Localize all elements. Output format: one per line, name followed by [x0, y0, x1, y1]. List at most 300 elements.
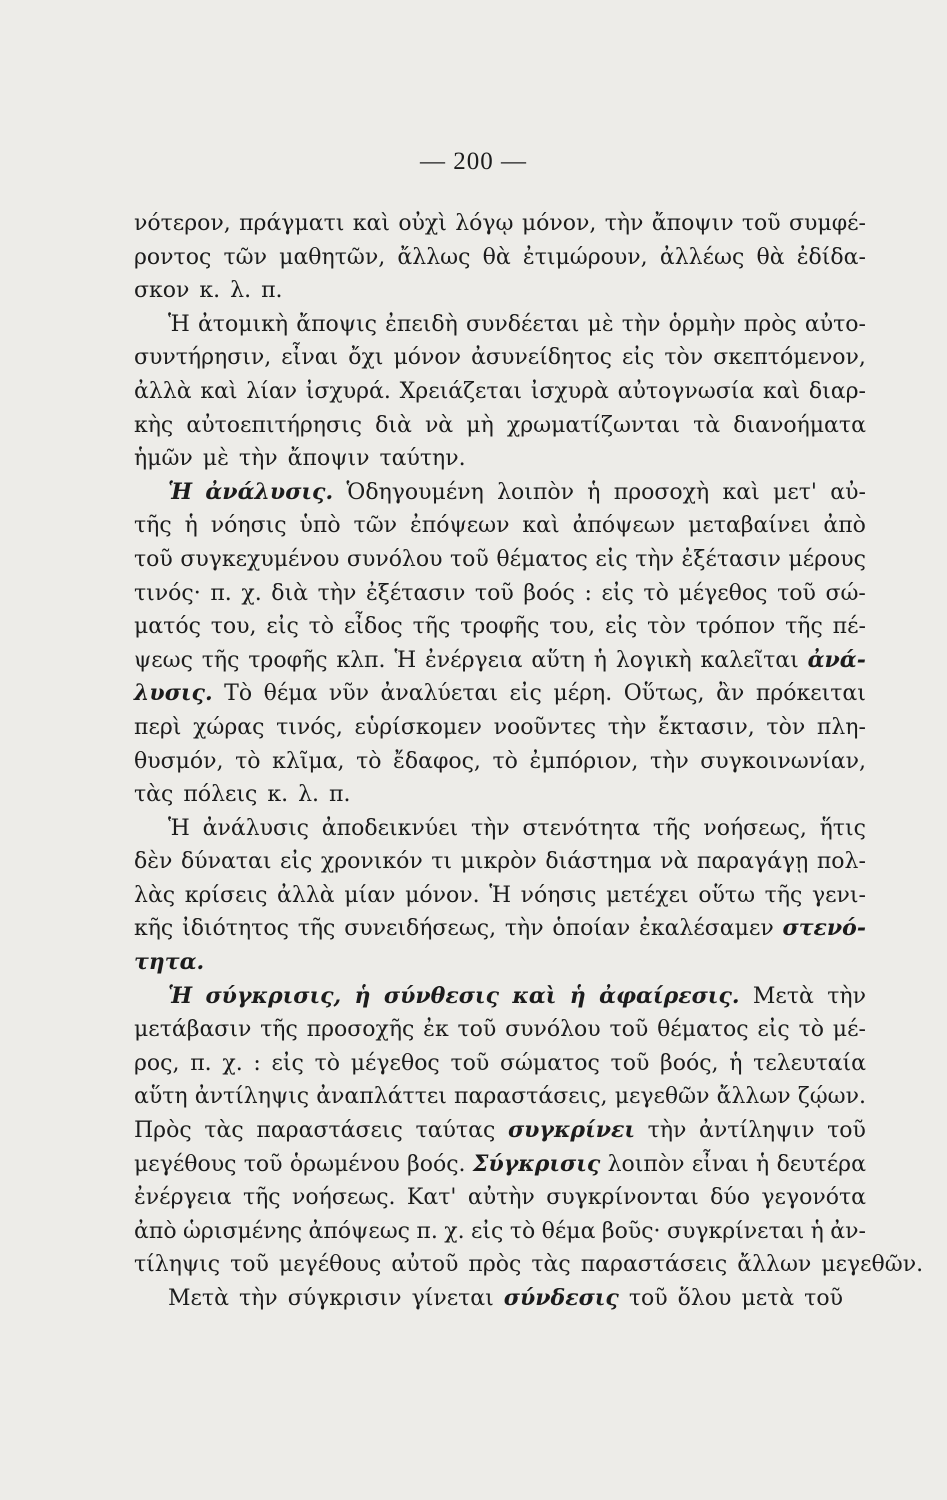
- word: ὁποίαν: [552, 916, 631, 942]
- word: κλῖμα,: [272, 748, 345, 774]
- text-line: [134, 375, 866, 409]
- word: ἐξέτασιν: [365, 580, 466, 606]
- word: τὴν: [635, 546, 674, 572]
- text-line: [134, 409, 866, 443]
- word: κῆς: [134, 916, 174, 942]
- word: Ἡ: [168, 311, 190, 337]
- word: μέγεθος: [350, 1050, 440, 1076]
- word: ροντος: [134, 244, 212, 270]
- word: ἀποδεικνύει: [321, 815, 459, 841]
- word: αὐτο-: [804, 311, 866, 337]
- word: ματός: [134, 614, 201, 640]
- word: νοήσεως,: [703, 815, 807, 841]
- word: Κατ': [406, 1185, 457, 1211]
- word: ἀσυνείδητος: [471, 345, 612, 371]
- word: εἰς: [471, 1218, 504, 1244]
- text-line: [134, 812, 866, 846]
- word: τίληψις: [134, 1252, 221, 1278]
- word: συνόλου: [346, 546, 443, 572]
- word: σώματος: [499, 1050, 600, 1076]
- word: μετέχει: [606, 882, 689, 908]
- word: ἐξέτασιν: [681, 546, 781, 572]
- word: μόνον,: [521, 211, 597, 236]
- text-line: [134, 308, 866, 342]
- word: τοῦ: [628, 1286, 668, 1311]
- word: τοῦ: [609, 1017, 649, 1043]
- word: ἄλλων: [737, 1252, 812, 1278]
- word: τῆς: [242, 1185, 281, 1211]
- word: εἰς: [271, 1050, 304, 1076]
- word: πράγματι: [239, 211, 345, 236]
- word: εἶναι: [281, 345, 339, 371]
- word: παραστάσεις,: [454, 1084, 608, 1110]
- word: ἐνέργεια: [134, 1185, 232, 1211]
- word: θυσμόν,: [134, 748, 224, 774]
- word: :: [253, 1050, 261, 1076]
- word: καὶ: [522, 513, 560, 539]
- word: τινός,: [276, 714, 343, 740]
- word: κλπ.: [336, 647, 386, 673]
- word: διαρ-: [808, 378, 866, 404]
- text-line: [134, 442, 866, 476]
- word: μέ-: [832, 1017, 866, 1043]
- word: νοοῦντες: [493, 714, 597, 740]
- word: εἶναι: [691, 1151, 749, 1177]
- word: ἄποψις: [296, 311, 377, 337]
- word: συνδέεται: [465, 311, 580, 337]
- word: τὴν: [238, 446, 278, 472]
- word: χρονικόν: [320, 849, 423, 875]
- word: ἀναπλάττει: [316, 1084, 447, 1110]
- text-line: [134, 610, 866, 644]
- text-line: [134, 476, 866, 510]
- word: πέ-: [832, 614, 866, 640]
- text-line: [134, 1282, 866, 1316]
- word: δὲν: [134, 849, 173, 875]
- word: ὁρμὴν: [668, 311, 736, 337]
- word: ἐκαλέσαμεν: [639, 916, 774, 942]
- body-text: [134, 207, 924, 1316]
- text-line: [134, 1114, 866, 1148]
- word: ἐπόψεων: [409, 513, 510, 539]
- text-line: [134, 912, 866, 946]
- text-line: [134, 845, 866, 879]
- word: εἰς: [757, 1017, 790, 1043]
- word: τὸ: [798, 1017, 824, 1043]
- word: τοῦ: [243, 1151, 283, 1177]
- word: ρος,: [134, 1050, 180, 1076]
- word: ἀπὸ: [823, 513, 866, 539]
- word: νοήσεως.: [292, 1185, 396, 1211]
- word: ἀπόψεων: [572, 513, 676, 539]
- word: εἰς: [279, 849, 313, 875]
- word: μέρη.: [553, 681, 613, 707]
- word: ἔκτασιν,: [658, 714, 755, 740]
- word: ἀπόψεως: [308, 1218, 410, 1244]
- word: ἰσχυρὰ: [530, 378, 609, 404]
- word: Πρὸς: [134, 1118, 192, 1144]
- word: σκεπτόμενον,: [713, 345, 866, 371]
- word: ἐτιμώρουν,: [522, 244, 648, 270]
- word: τὴν: [238, 1286, 278, 1311]
- word: προσοχῆς: [306, 1017, 415, 1043]
- word: τὸ: [509, 1218, 536, 1244]
- word: μετάβασιν: [134, 1017, 252, 1043]
- word: πολ-: [816, 849, 866, 875]
- word: ἥτις: [819, 815, 866, 841]
- text-line: [134, 644, 866, 678]
- word: τροφῆς: [460, 614, 540, 640]
- text-line: [134, 341, 866, 375]
- text-line: [134, 1181, 866, 1215]
- text-line: [134, 241, 866, 275]
- word: τῆς: [260, 1017, 298, 1043]
- word: γίνεται: [411, 1286, 494, 1311]
- word: ἐκ: [423, 1017, 449, 1043]
- paragraph: [134, 1282, 866, 1316]
- word: εἰς: [621, 345, 655, 371]
- word: τὴν: [604, 211, 644, 236]
- word: ἄποψιν: [287, 446, 370, 472]
- word: βοός.: [407, 1151, 466, 1177]
- word: θέματος: [657, 1017, 749, 1043]
- emphasis-word: καὶ: [512, 982, 557, 1009]
- word: τοῦ: [610, 1050, 650, 1076]
- emphasis-word: σύνθεσις: [383, 982, 499, 1009]
- word: νότερον,: [134, 211, 231, 236]
- word: νὰ: [424, 412, 454, 438]
- word: ἡ: [756, 1151, 770, 1177]
- word: πλη-: [816, 714, 866, 740]
- word: Οὕτως,: [623, 681, 705, 707]
- word: :: [584, 580, 592, 606]
- word: ἡμῶν: [134, 446, 193, 472]
- word: του,: [210, 614, 257, 640]
- word: μετὰ: [741, 1286, 795, 1311]
- word: μὲ: [202, 446, 229, 472]
- word: δύο: [710, 1185, 750, 1211]
- word: π.: [210, 580, 232, 606]
- word: ἀλλὰ: [134, 378, 192, 404]
- word: ἂν: [716, 681, 745, 707]
- word: συνόλου: [505, 1017, 601, 1043]
- word: τὰ: [693, 412, 721, 438]
- word: ἰδιότητος: [182, 916, 289, 942]
- word: τοῦ: [457, 1017, 497, 1043]
- word: νῦν: [328, 681, 370, 707]
- word: τὸ: [308, 614, 335, 640]
- emphasis-word: σύγκρισις,: [205, 982, 342, 1009]
- word: τὸν: [766, 714, 806, 740]
- word: τὴν: [504, 916, 544, 942]
- word: Χρειάζεται: [399, 378, 523, 404]
- word: μίαν: [344, 882, 396, 908]
- word: στενότητα: [522, 815, 641, 841]
- word: εἰς: [604, 614, 638, 640]
- word: αὐτοῦ: [391, 1252, 459, 1278]
- word: τῆς: [412, 614, 451, 640]
- text-line: [134, 543, 866, 577]
- word: ἡ: [593, 647, 607, 673]
- word: θέματος: [496, 546, 588, 572]
- word: μέγεθος: [678, 580, 768, 606]
- word: ἡ: [587, 479, 601, 505]
- word: ταύτην.: [379, 446, 466, 472]
- word: καὶ: [352, 211, 390, 236]
- word: ἐμπόριον,: [529, 748, 639, 774]
- word: κρίσεις: [184, 882, 268, 908]
- text-line: [134, 509, 866, 543]
- text-line: [134, 1047, 866, 1081]
- word: διὰ: [271, 580, 309, 606]
- text-line: [134, 207, 866, 241]
- word: αὕτη: [531, 647, 585, 673]
- word: εἰς: [266, 614, 299, 640]
- word: μεταβαίνει: [688, 513, 811, 539]
- word: οὕτω: [698, 882, 756, 908]
- text-line: [134, 1013, 866, 1047]
- word: αὐτὴν: [467, 1185, 535, 1211]
- word: ἐδίδα-: [796, 244, 866, 270]
- word: νόησις: [210, 513, 287, 539]
- emphasis-word: ἡ: [354, 982, 371, 1009]
- word: νὰ: [660, 849, 689, 875]
- word: μόνον.: [405, 882, 480, 908]
- word: κὴς: [134, 412, 174, 438]
- emphasis-word: Ἡ: [168, 982, 193, 1009]
- word: τοῦ: [450, 546, 489, 572]
- word: τοῦ: [741, 211, 781, 236]
- word: ἀν-: [830, 1218, 866, 1244]
- word: π.: [190, 1050, 212, 1076]
- word: ἀντίληψιν: [699, 1118, 815, 1144]
- word: τῆς: [652, 815, 691, 841]
- word: ὁρωμένου: [289, 1151, 400, 1177]
- word: καλεῖται: [700, 647, 799, 673]
- word: ταύτας: [415, 1118, 496, 1144]
- word: ἡ: [729, 1050, 743, 1076]
- word: μέρους: [788, 546, 866, 572]
- text-line: [134, 879, 866, 913]
- word: μεγέθους: [134, 1151, 237, 1177]
- word: παραστάσεις: [580, 1252, 728, 1278]
- word: συγκεχυμένου: [180, 546, 340, 572]
- word: χρωματίζωνται: [506, 412, 680, 438]
- text-line: [134, 1148, 866, 1182]
- word: δευτέρα: [776, 1151, 866, 1177]
- word: μὲ: [587, 311, 614, 337]
- word: ἄλλως: [397, 244, 471, 270]
- word: περὶ: [134, 714, 182, 740]
- word: χ.: [444, 1218, 465, 1244]
- emphasis-word: ἀφαίρεσις.: [599, 982, 740, 1009]
- word: ἔδαφος,: [393, 748, 481, 774]
- word: Μετὰ: [752, 983, 814, 1009]
- word: προσοχὴ: [613, 479, 710, 505]
- word: λ.: [298, 782, 320, 808]
- word: γεγονότα: [761, 1185, 866, 1211]
- word: ζῴων.: [797, 1084, 866, 1110]
- word: πόλεις: [183, 782, 258, 808]
- word: π.: [416, 1218, 438, 1244]
- word: τῆς: [764, 882, 803, 908]
- word: Ἡ: [168, 815, 190, 841]
- text-line: [134, 711, 866, 745]
- word: Ἡ: [489, 882, 512, 908]
- word: εἰς: [595, 546, 628, 572]
- word: μεγεθῶν.: [821, 1252, 924, 1278]
- word: διανοήματα: [733, 412, 866, 438]
- word: καὶ: [722, 479, 760, 505]
- word: τῆς: [201, 647, 240, 673]
- paragraph: [134, 980, 924, 1282]
- emphasis-word: σύνδεσις: [503, 1285, 619, 1311]
- word: μεγεθῶν: [614, 1084, 710, 1110]
- text-line: [134, 946, 866, 980]
- word: τὰς: [531, 1252, 571, 1278]
- word: τοῦ: [777, 580, 816, 606]
- word: αὕτη: [134, 1084, 188, 1110]
- word: Τὸ: [224, 681, 253, 707]
- word: θέμα: [263, 681, 318, 707]
- word: τὴν: [621, 311, 661, 337]
- word: τὸν: [647, 614, 686, 640]
- word: εἶδος: [343, 614, 403, 640]
- word: παραστάσεις: [256, 1118, 403, 1144]
- word: συγκρίνονται: [546, 1185, 699, 1211]
- word: λίαν: [246, 378, 298, 404]
- word: τῆς: [297, 916, 336, 942]
- word: καὶ: [200, 378, 238, 404]
- word: συγκρίνεται: [666, 1218, 805, 1244]
- word: λὰς: [134, 882, 176, 908]
- word: τῶν: [353, 513, 398, 539]
- word: πρόκειται: [755, 681, 866, 707]
- word: συνειδήσεως,: [344, 916, 497, 942]
- word: λοιπὸν: [497, 479, 574, 505]
- word: τοῦ: [134, 546, 173, 572]
- word: λογικὴ: [615, 647, 692, 673]
- word: βοῦς·: [601, 1218, 661, 1244]
- emphasis-word: ἀνάλυσις.: [205, 478, 334, 505]
- text-line: [134, 577, 866, 611]
- word: τῶν: [223, 244, 267, 270]
- text-line: [134, 274, 866, 308]
- word: ἰσχυρά.: [305, 378, 391, 404]
- emphasis-word: στενό-: [782, 915, 866, 942]
- emphasis-word: ἡ: [569, 982, 586, 1009]
- text-line: [134, 677, 866, 711]
- word: τοῦ: [230, 1252, 269, 1278]
- word: τελευταία: [753, 1050, 866, 1076]
- word: τὴν: [470, 815, 510, 841]
- text-line: [134, 778, 866, 812]
- word: χ.: [241, 580, 262, 606]
- word: τὴν: [607, 714, 647, 740]
- word: τὰς: [134, 782, 174, 808]
- word: ἀπὸ: [134, 1218, 177, 1244]
- word: νόησις: [520, 882, 597, 908]
- word: ἀνάλυσις: [202, 815, 309, 841]
- text-line: [134, 745, 866, 779]
- word: Ὁδηγουμένη: [346, 479, 484, 505]
- word: χ.: [222, 1050, 243, 1076]
- word: τὸ: [356, 748, 382, 774]
- page-number: — 200 —: [420, 148, 527, 175]
- word: γενι-: [811, 882, 866, 908]
- word: διάστημα: [545, 849, 652, 875]
- word: ἀλλέως: [659, 244, 745, 270]
- word: θέμα: [541, 1218, 596, 1244]
- word: τῆς: [134, 513, 172, 539]
- word: μεγέθους: [278, 1252, 382, 1278]
- word: του,: [549, 614, 596, 640]
- word: βοός,: [660, 1050, 719, 1076]
- word: τοῦ: [804, 1286, 843, 1311]
- word: τὴν: [317, 580, 357, 606]
- word: μόνον: [393, 345, 462, 371]
- word: τινός·: [134, 580, 201, 606]
- word: σκον: [134, 278, 190, 304]
- word: ἀτομικὴ: [197, 311, 289, 337]
- word: ὑπὸ: [299, 513, 341, 539]
- word: τοῦ: [827, 1118, 866, 1144]
- word: τοῦ: [450, 1050, 490, 1076]
- word: θὰ: [756, 244, 785, 270]
- word: ἡ: [184, 513, 198, 539]
- word: συντήρησιν,: [134, 345, 272, 371]
- text-line: [134, 1080, 866, 1114]
- emphasis-word: λυσις.: [134, 680, 213, 707]
- word: αὐ-: [830, 479, 866, 505]
- word: τὸ: [235, 748, 261, 774]
- text-line: [134, 980, 866, 1014]
- word: ἀλλὰ: [277, 882, 335, 908]
- word: βοός: [523, 580, 575, 606]
- word: ἐπειδὴ: [385, 311, 458, 337]
- paragraph: [134, 476, 866, 812]
- word: π.: [261, 278, 283, 304]
- emphasis-word: συγκρίνει: [507, 1117, 635, 1144]
- word: τὴν: [649, 748, 689, 774]
- word: διὰ: [375, 412, 412, 438]
- word: τρόπον: [695, 614, 776, 640]
- word: τὰς: [204, 1118, 244, 1144]
- word: τοῦ: [474, 580, 514, 606]
- word: Ἡ: [394, 647, 417, 673]
- paragraph: [134, 308, 866, 476]
- word: συμφέ-: [789, 211, 866, 236]
- word: συγκοινωνίαν,: [700, 748, 866, 774]
- emphasis-word: ἀνά-: [807, 646, 866, 673]
- word: τροφῆς: [248, 647, 328, 673]
- word: πρὸς: [743, 311, 797, 337]
- word: τι: [431, 849, 453, 875]
- word: τὸ: [314, 1050, 340, 1076]
- word: αὐτοεπιτήρησις: [186, 412, 362, 438]
- word: εὑρίσκομεν: [354, 714, 482, 740]
- word: τὴν: [827, 983, 866, 1009]
- word: τῆς: [785, 614, 823, 640]
- paragraph: [134, 812, 866, 980]
- word: ψεως: [134, 647, 193, 673]
- word: ἄλλων: [716, 1084, 791, 1110]
- word: ἡ: [810, 1218, 824, 1244]
- word: τὴν: [647, 1118, 687, 1144]
- word: σώ-: [825, 580, 866, 606]
- text-line: [134, 1215, 866, 1249]
- word: κ.: [199, 278, 221, 304]
